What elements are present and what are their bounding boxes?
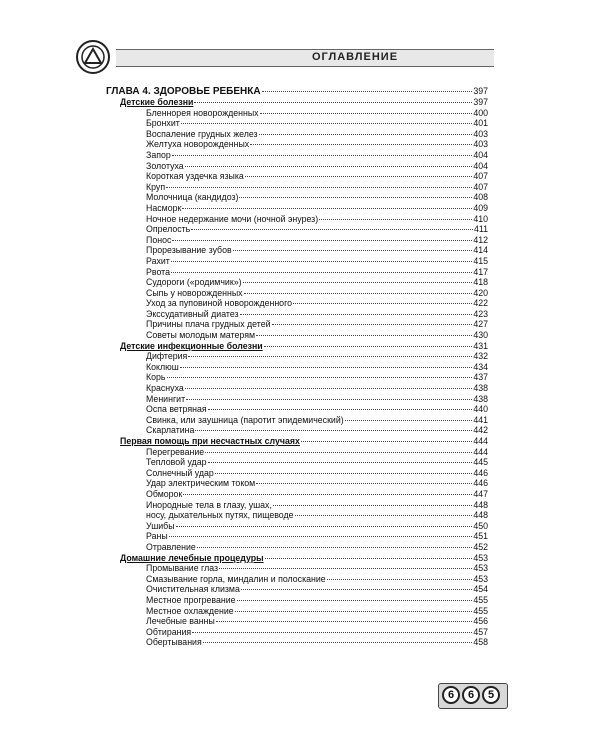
toc-page-number: 456	[473, 616, 488, 627]
toc-entry	[106, 309, 488, 320]
toc-entry-title: Очистительная клизма	[146, 584, 240, 595]
toc-leader-dots	[256, 482, 472, 484]
toc-entry	[106, 235, 488, 246]
toc-entry-title: Коклюш	[146, 361, 179, 372]
toc-entry-title: Ночное недержание мочи (ночной энурез)	[146, 213, 319, 224]
toc-page-number: 455	[473, 605, 488, 616]
toc-entry-title: Золотуха	[146, 160, 184, 171]
toc-leader-dots	[194, 101, 472, 103]
toc-entry-title: Удар электрическим током	[146, 478, 256, 489]
toc-entry	[106, 457, 488, 468]
toc-page-number: 434	[473, 361, 488, 372]
toc-leader-dots	[171, 271, 472, 273]
toc-entry-title: Смазывание горла, миндалин и полоскание	[146, 573, 326, 584]
toc-entry	[106, 108, 488, 119]
toc-page-number: 453	[473, 563, 488, 574]
toc-entry	[106, 616, 488, 627]
toc-leader-dots	[186, 398, 472, 400]
toc-leader-dots	[240, 313, 473, 315]
toc-entry-title: Бронхит	[146, 118, 180, 129]
toc-page-number: 423	[473, 308, 488, 319]
toc-leader-dots	[250, 143, 472, 145]
toc-entry-title: Детские инфекционные болезни	[120, 340, 263, 351]
toc-entry	[106, 606, 488, 617]
toc-entry-title: Экссудативный диатез	[146, 308, 239, 319]
toc-entry	[106, 542, 488, 553]
toc-entry	[106, 447, 488, 458]
toc-page-number: 420	[473, 287, 488, 298]
toc-leader-dots	[208, 408, 473, 410]
toc-leader-dots	[295, 514, 473, 516]
toc-entry	[106, 288, 488, 299]
triangle-in-circle-icon	[81, 45, 105, 69]
toc-entry	[106, 298, 488, 309]
toc-entry-title: Уход за пуповиной новорожденного	[146, 298, 292, 309]
toc-entry-title: Свинка, или заушница (паротит эпидемический)	[146, 414, 344, 425]
toc-leader-dots	[197, 546, 472, 548]
toc-leader-dots	[188, 355, 472, 357]
toc-entry	[106, 627, 488, 638]
toc-entry	[106, 394, 488, 405]
toc-entry-title: Запор	[146, 149, 171, 160]
page-title: ОГЛАВЛЕНИЕ	[311, 51, 399, 63]
toc-page-number: 403	[473, 128, 488, 139]
toc-leader-dots	[180, 366, 473, 368]
toc-leader-dots	[172, 154, 473, 156]
toc-page-number: 431	[473, 340, 488, 351]
toc-page-number: 430	[473, 330, 488, 341]
toc-leader-dots	[256, 334, 472, 336]
toc-entry	[106, 224, 488, 235]
toc-entry-title: Насморк	[146, 202, 182, 213]
toc-section	[106, 553, 488, 564]
toc-entry	[106, 404, 488, 415]
toc-leader-dots	[166, 186, 472, 188]
toc-page-number: 415	[473, 255, 488, 266]
toc-leader-dots	[241, 588, 472, 590]
toc-entry-title: ГЛАВА 4. ЗДОРОВЬЕ РЕБЕНКА	[106, 86, 261, 97]
toc-entry-title: носу, дыхательных путях, пищеводе	[146, 510, 294, 521]
toc-section	[106, 436, 488, 447]
toc-page-number: 417	[473, 266, 488, 277]
page-number-digit: 5	[482, 686, 500, 704]
toc-entry-title: Оспа ветряная	[146, 404, 207, 415]
toc-entry	[106, 468, 488, 479]
toc-page-number: 409	[473, 202, 488, 213]
toc-page-number: 453	[473, 552, 488, 563]
toc-leader-dots	[243, 281, 473, 283]
toc-page-number: 400	[473, 107, 488, 118]
toc-page-number: 458	[473, 637, 488, 648]
toc-leader-dots	[327, 578, 473, 580]
toc-section	[106, 341, 488, 352]
toc-page-number: 454	[473, 584, 488, 595]
toc-entry-title: Тепловой удар	[146, 457, 207, 468]
toc-entry	[106, 415, 488, 426]
toc-page-number: 457	[473, 626, 488, 637]
toc-leader-dots	[183, 493, 472, 495]
toc-leader-dots	[191, 228, 473, 230]
toc-leader-dots	[345, 419, 473, 421]
toc-entry-title: Круп	[146, 181, 166, 192]
toc-page-number: 397	[473, 97, 488, 107]
toc-entry-title: Желтуха новорожденных	[146, 139, 250, 150]
table-of-contents	[106, 85, 488, 648]
toc-leader-dots	[182, 207, 472, 209]
toc-page-number: 444	[473, 446, 488, 457]
toc-leader-dots	[262, 90, 473, 92]
toc-leader-dots	[301, 440, 472, 442]
toc-entry	[106, 362, 488, 373]
toc-chapter	[106, 85, 488, 97]
toc-entry	[106, 150, 488, 161]
toc-entry-title: Менингит	[146, 393, 186, 404]
toc-page-number: 452	[473, 541, 488, 552]
toc-leader-dots	[185, 387, 473, 389]
toc-leader-dots	[219, 567, 472, 569]
toc-entry-title: Бленнорея новорожденных	[146, 107, 259, 118]
toc-page-number: 412	[473, 234, 488, 245]
toc-entry-title: Судороги («родимчик»)	[146, 277, 242, 288]
toc-page-number: 403	[473, 139, 488, 150]
page-number	[442, 686, 500, 704]
header-logo	[76, 40, 110, 74]
toc-page-number: 410	[473, 213, 488, 224]
toc-page-number: 445	[473, 457, 488, 468]
toc-entry	[106, 139, 488, 150]
toc-page-number: 422	[473, 298, 488, 309]
toc-leader-dots	[237, 599, 473, 601]
toc-page-number: 440	[473, 404, 488, 415]
toc-leader-dots	[203, 641, 473, 643]
toc-page-number: 455	[473, 594, 488, 605]
toc-entry	[106, 563, 488, 574]
toc-page-number: 442	[473, 425, 488, 436]
toc-leader-dots	[239, 196, 472, 198]
toc-entry-title: Рахит	[146, 255, 170, 266]
toc-entry-title: Первая помощь при несчастных случаях	[120, 436, 300, 446]
toc-entry	[106, 161, 488, 172]
toc-entry	[106, 383, 488, 394]
toc-entry	[106, 372, 488, 383]
toc-entry-title: Дифтерия	[146, 351, 188, 362]
toc-page-number: 397	[473, 86, 488, 96]
toc-leader-dots	[293, 302, 472, 304]
toc-entry	[106, 118, 488, 129]
toc-entry	[106, 595, 488, 606]
toc-page-number: 404	[473, 149, 488, 160]
toc-entry-title: Молочница (кандидоз)	[146, 192, 239, 203]
toc-entry	[106, 500, 488, 511]
toc-entry	[106, 478, 488, 489]
toc-leader-dots	[169, 535, 473, 537]
toc-leader-dots	[172, 239, 472, 241]
toc-entry	[106, 489, 488, 500]
toc-entry-title: Советы молодым матерям	[146, 330, 256, 341]
toc-page-number: 448	[473, 510, 488, 521]
toc-leader-dots	[171, 260, 473, 262]
toc-leader-dots	[235, 610, 473, 612]
toc-leader-dots	[208, 461, 473, 463]
toc-page-number: 438	[473, 383, 488, 394]
toc-leader-dots	[176, 525, 473, 527]
toc-entry-title: Краснуха	[146, 383, 184, 394]
toc-entry	[106, 214, 488, 225]
toc-entry	[106, 277, 488, 288]
toc-entry	[106, 256, 488, 267]
toc-entry-title: Детские болезни	[120, 97, 194, 107]
toc-entry	[106, 351, 488, 362]
toc-entry-title: Прорезывание зубов	[146, 245, 232, 256]
toc-entry	[106, 319, 488, 330]
toc-entry	[106, 171, 488, 182]
toc-entry-title: Воспаление грудных желез	[146, 128, 258, 139]
toc-leader-dots	[264, 345, 473, 347]
toc-entry-title: Раны	[146, 531, 168, 542]
toc-page-number: 438	[473, 393, 488, 404]
toc-page-number: 453	[473, 573, 488, 584]
toc-entry-title: Домашние лечебные процедуры	[120, 552, 264, 563]
toc-page-number: 427	[473, 319, 488, 330]
toc-page-number: 404	[473, 160, 488, 171]
toc-leader-dots	[259, 133, 473, 135]
toc-leader-dots	[260, 112, 473, 114]
toc-page-number: 418	[473, 277, 488, 288]
toc-entry-title: Местное прогревание	[146, 594, 236, 605]
toc-page-number: 411	[473, 224, 488, 235]
toc-leader-dots	[245, 175, 473, 177]
toc-entry-title: Скарлатина	[146, 425, 195, 436]
toc-leader-dots	[167, 376, 473, 378]
toc-leader-dots	[233, 249, 473, 251]
toc-page-number: 448	[473, 499, 488, 510]
toc-entry-title: Лечебные ванны	[146, 616, 215, 627]
toc-entry	[106, 129, 488, 140]
toc-page-number: 407	[473, 171, 488, 182]
toc-page-number: 401	[473, 118, 488, 129]
toc-entry	[106, 510, 488, 521]
toc-entry	[106, 637, 488, 648]
toc-page-number: 447	[473, 488, 488, 499]
toc-entry	[106, 267, 488, 278]
toc-page-number: 407	[473, 181, 488, 192]
toc-entry-title: Промывание глаз	[146, 563, 219, 574]
toc-entry-title: Короткая уздечка языка	[146, 171, 244, 182]
toc-page-number: 450	[473, 520, 488, 531]
toc-entry	[106, 425, 488, 436]
toc-entry-title: Перегревание	[146, 446, 205, 457]
toc-section	[106, 97, 488, 108]
toc-page-number: 408	[473, 192, 488, 203]
toc-entry-title: Обтирания	[146, 626, 192, 637]
toc-entry-title: Рвота	[146, 266, 170, 277]
toc-page-number: 432	[473, 351, 488, 362]
toc-leader-dots	[215, 472, 473, 474]
toc-entry	[106, 182, 488, 193]
toc-page-number: 414	[473, 245, 488, 256]
toc-page-number: 444	[473, 436, 488, 446]
toc-entry-title: Сыпь у новорожденных	[146, 287, 243, 298]
toc-page-number: 441	[473, 414, 488, 425]
toc-entry	[106, 203, 488, 214]
toc-leader-dots	[272, 323, 473, 325]
toc-entry	[106, 245, 488, 256]
toc-page-number: 446	[473, 467, 488, 478]
toc-leader-dots	[244, 292, 473, 294]
toc-entry-title: Опрелость	[146, 224, 191, 235]
toc-entry	[106, 531, 488, 542]
toc-entry-title: Понос	[146, 234, 172, 245]
toc-leader-dots	[216, 620, 473, 622]
toc-entry-title: Корь	[146, 372, 166, 383]
toc-leader-dots	[185, 165, 473, 167]
toc-leader-dots	[181, 122, 473, 124]
toc-entry	[106, 521, 488, 532]
toc-entry-title: Солнечный удар	[146, 467, 214, 478]
toc-page-number: 446	[473, 478, 488, 489]
toc-leader-dots	[319, 218, 472, 220]
toc-entry-title: Обертывания	[146, 637, 202, 648]
toc-entry	[106, 330, 488, 341]
toc-entry-title: Инородные тела в глазу, ушах,	[146, 499, 272, 510]
toc-entry	[106, 584, 488, 595]
toc-entry-title: Причины плача грудных детей	[146, 319, 271, 330]
toc-page-number: 451	[473, 531, 488, 542]
toc-leader-dots	[273, 504, 472, 506]
toc-leader-dots	[265, 557, 473, 559]
toc-leader-dots	[192, 631, 472, 633]
toc-page-number: 437	[473, 372, 488, 383]
page-number-digit: 6	[462, 686, 480, 704]
toc-leader-dots	[205, 451, 472, 453]
page-number-digit: 6	[442, 686, 460, 704]
toc-leader-dots	[195, 429, 472, 431]
toc-entry-title: Ушибы	[146, 520, 175, 531]
toc-entry	[106, 574, 488, 585]
toc-entry-title: Отравление	[146, 541, 196, 552]
toc-entry	[106, 192, 488, 203]
toc-entry-title: Обморок	[146, 488, 183, 499]
toc-entry-title: Местное охлаждение	[146, 605, 234, 616]
